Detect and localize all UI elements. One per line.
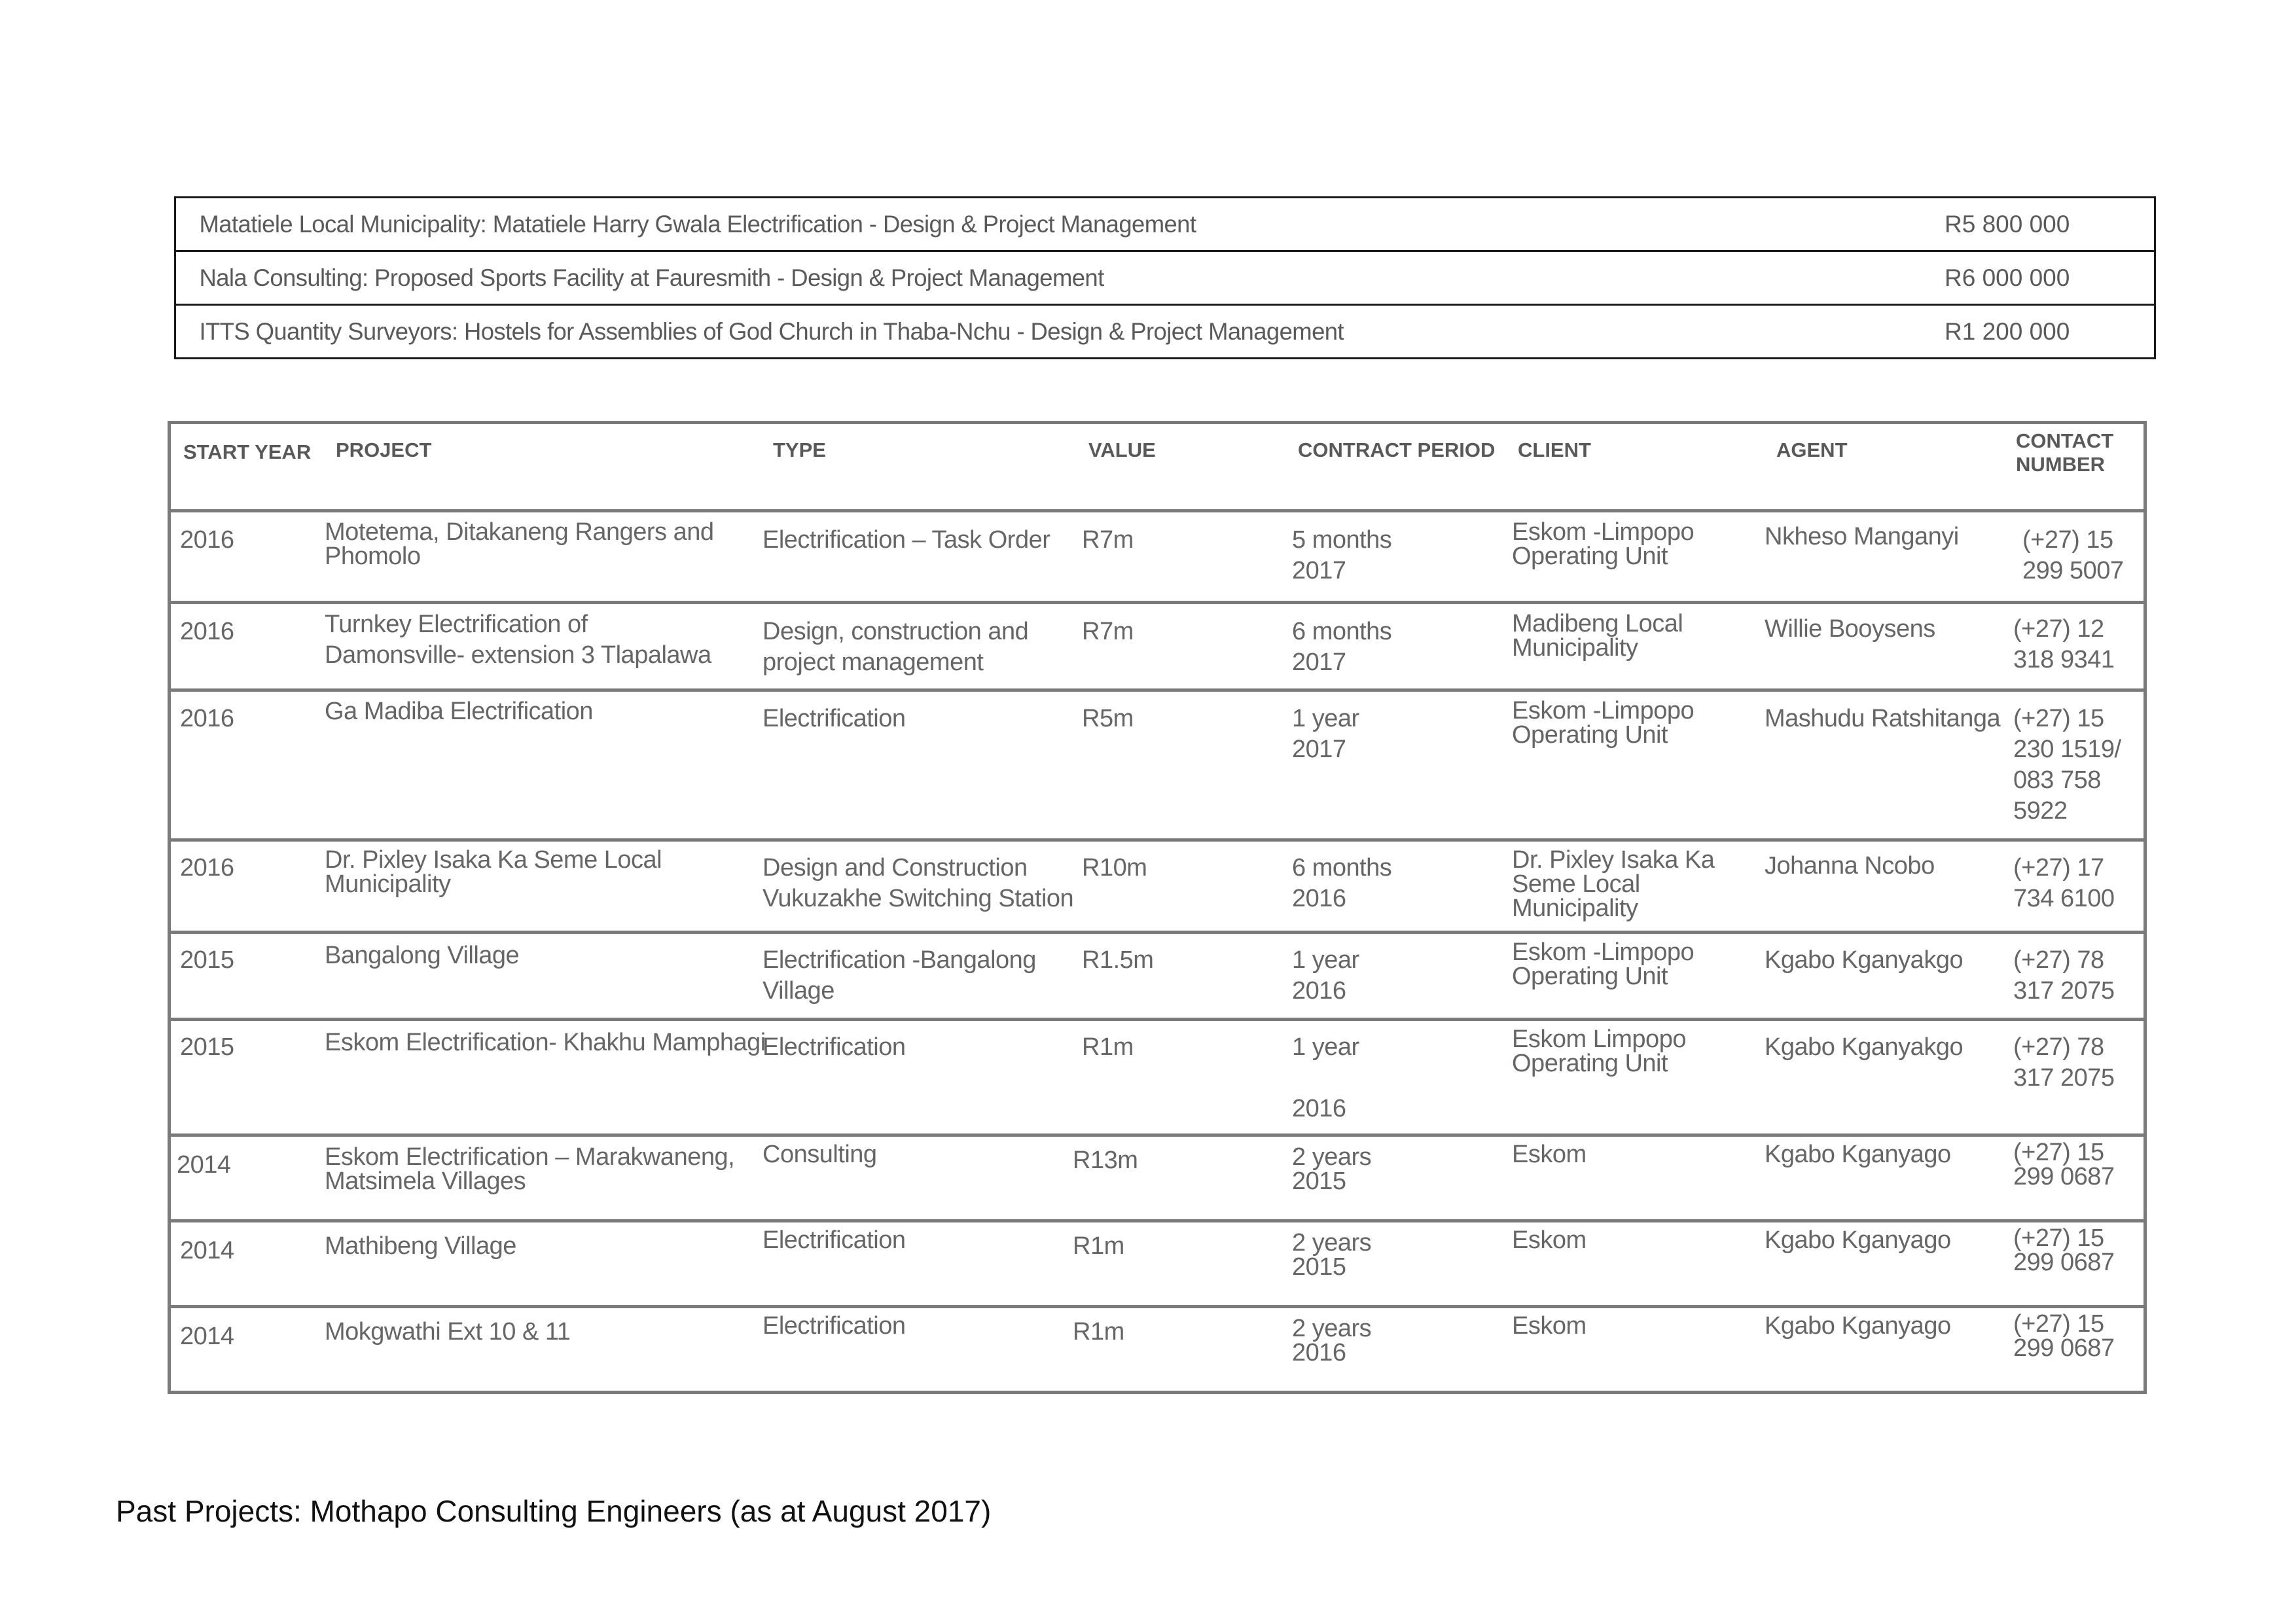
summary-description: Nala Consulting: Proposed Sports Facility at Fauresmith - Design & Project Management — [199, 264, 1104, 291]
cell-value: R13m — [1073, 1147, 1138, 1174]
cell-project: Turnkey Electrification of Damonsville- extension 3 Tlapalawa — [325, 611, 711, 669]
table-row — [171, 1021, 2144, 1137]
table-row — [171, 1137, 2144, 1222]
cell-client: Madibeng Local Municipality — [1512, 610, 1683, 662]
cell-type: Electrification — [762, 1033, 906, 1061]
cell-agent: Kgabo Kganyakgo — [1765, 946, 1964, 974]
table-row — [171, 692, 2144, 842]
cell-contact-number: (+27) 15 299 5007 — [2022, 526, 2124, 584]
cell-agent: Johanna Ncobo — [1765, 852, 1935, 880]
cell-contract-period: 1 year 2016 — [1292, 1033, 1359, 1122]
cell-contract-period: 2 years 2015 — [1292, 1143, 1372, 1195]
summary-amount: R6 000 000 — [1945, 264, 2070, 291]
cell-project: Dr. Pixley Isaka Ka Seme Local Municipality — [325, 846, 662, 898]
cell-project: Motetema, Ditakaneng Rangers and Phomolo — [325, 518, 714, 570]
cell-start-year: 2014 — [180, 1323, 234, 1350]
cell-contract-period: 1 year 2016 — [1292, 946, 1359, 1005]
cell-client: Eskom — [1512, 1141, 1587, 1168]
cell-contract-period: 5 months 2017 — [1292, 526, 1392, 584]
cell-start-year: 2016 — [180, 705, 234, 732]
cell-start-year: 2016 — [180, 618, 234, 645]
cell-client: Eskom Limpopo Operating Unit — [1512, 1026, 1686, 1077]
cell-contact-number: (+27) 12 318 9341 — [2013, 615, 2115, 673]
cell-type: Electrification — [762, 705, 906, 732]
cell-contact-number: (+27) 17 734 6100 — [2013, 854, 2115, 912]
table-row — [171, 1308, 2144, 1391]
cell-contract-period: 6 months 2017 — [1292, 618, 1392, 676]
cell-value: R1m — [1073, 1232, 1124, 1260]
cell-start-year: 2016 — [180, 854, 234, 882]
summary-amount: R1 200 000 — [1945, 317, 2070, 345]
cell-contract-period: 2 years 2015 — [1292, 1229, 1372, 1281]
cell-value: R1m — [1082, 1033, 1134, 1061]
cell-type: Electrification — [762, 1226, 906, 1254]
cell-contract-period: 6 months 2016 — [1292, 854, 1392, 912]
cell-agent: Nkheso Manganyi — [1765, 523, 1959, 550]
cell-contact-number: (+27) 78 317 2075 — [2013, 1033, 2115, 1092]
cell-contact-number: (+27) 15 230 1519/ 083 758 5922 — [2013, 705, 2121, 825]
summary-row — [176, 252, 2154, 306]
header-agent: AGENT — [1776, 438, 1848, 461]
table-row — [171, 604, 2144, 692]
cell-client: Dr. Pixley Isaka Ka Seme Local Municipality — [1512, 846, 1715, 922]
cell-value: R5m — [1082, 705, 1134, 732]
summary-description: ITTS Quantity Surveyors: Hostels for Assemblies of God Church in Thaba-Nchu - Design & Project Management — [199, 317, 1344, 345]
summary-projects-table — [174, 196, 2156, 359]
cell-project: Ga Madiba Electrification — [325, 698, 593, 725]
summary-row — [176, 306, 2154, 357]
header-contract-period: CONTRACT PERIOD — [1298, 438, 1496, 461]
cell-client: Eskom -Limpopo Operating Unit — [1512, 938, 1695, 990]
cell-start-year: 2014 — [180, 1237, 234, 1264]
cell-client: Eskom — [1512, 1226, 1587, 1254]
cell-contact-number: (+27) 15 299 0687 — [2013, 1224, 2115, 1276]
cell-type: Consulting — [762, 1141, 877, 1168]
cell-agent: Kgabo Kganyakgo — [1765, 1033, 1964, 1061]
table-row — [171, 842, 2144, 934]
cell-type: Design and Construction Vukuzakhe Switching Station — [762, 854, 1074, 912]
cell-contact-number: (+27) 15 299 0687 — [2013, 1310, 2115, 1362]
header-start-year: START YEAR — [183, 440, 312, 463]
summary-amount: R5 800 000 — [1945, 210, 2070, 238]
cell-agent: Willie Booysens — [1765, 615, 1935, 643]
header-contact-number: CONTACT NUMBER — [2016, 429, 2114, 476]
cell-agent: Kgabo Kganyago — [1765, 1312, 1951, 1340]
header-project: PROJECT — [336, 438, 432, 461]
summary-row — [176, 198, 2154, 252]
cell-project: Bangalong Village — [325, 942, 520, 969]
cell-type: Electrification -Bangalong Village — [762, 946, 1036, 1005]
cell-agent: Kgabo Kganyago — [1765, 1141, 1951, 1168]
cell-client: Eskom -Limpopo Operating Unit — [1512, 518, 1695, 570]
table-row — [171, 934, 2144, 1021]
cell-value: R1m — [1073, 1318, 1124, 1346]
cell-contact-number: (+27) 78 317 2075 — [2013, 946, 2115, 1005]
cell-value: R10m — [1082, 854, 1147, 882]
cell-start-year: 2016 — [180, 526, 234, 554]
cell-type: Electrification – Task Order — [762, 526, 1050, 554]
cell-value: R1.5m — [1082, 946, 1154, 974]
cell-project: Mathibeng Village — [325, 1232, 516, 1260]
header-type: TYPE — [773, 438, 826, 461]
projects-table — [168, 421, 2147, 1394]
cell-type: Electrification — [762, 1312, 906, 1340]
header-client: CLIENT — [1518, 438, 1591, 461]
cell-value: R7m — [1082, 618, 1134, 645]
table-header-row — [171, 424, 2144, 512]
page-caption: Past Projects: Mothapo Consulting Engineers (as at August 2017) — [116, 1494, 992, 1528]
summary-description: Matatiele Local Municipality: Matatiele Harry Gwala Electrification - Design & Project Management — [199, 210, 1196, 238]
cell-client: Eskom — [1512, 1312, 1587, 1340]
cell-contract-period: 1 year 2017 — [1292, 705, 1359, 763]
cell-start-year: 2015 — [180, 1033, 234, 1061]
cell-client: Eskom -Limpopo Operating Unit — [1512, 697, 1695, 749]
table-row — [171, 512, 2144, 604]
cell-agent: Kgabo Kganyago — [1765, 1226, 1951, 1254]
cell-type: Design, construction and project management — [762, 618, 1029, 676]
cell-contract-period: 2 years 2016 — [1292, 1315, 1372, 1366]
cell-project: Eskom Electrification- Khakhu Mamphagi — [325, 1029, 766, 1056]
cell-agent: Mashudu Ratshitanga — [1765, 705, 2001, 732]
cell-start-year: 2014 — [177, 1151, 231, 1179]
cell-value: R7m — [1082, 526, 1134, 554]
table-row — [171, 1222, 2144, 1308]
cell-contact-number: (+27) 15 299 0687 — [2013, 1139, 2115, 1190]
cell-project: Eskom Electrification – Marakwaneng, Matsimela Villages — [325, 1143, 735, 1195]
cell-project: Mokgwathi Ext 10 & 11 — [325, 1318, 571, 1346]
header-value: VALUE — [1088, 438, 1156, 461]
cell-start-year: 2015 — [180, 946, 234, 974]
